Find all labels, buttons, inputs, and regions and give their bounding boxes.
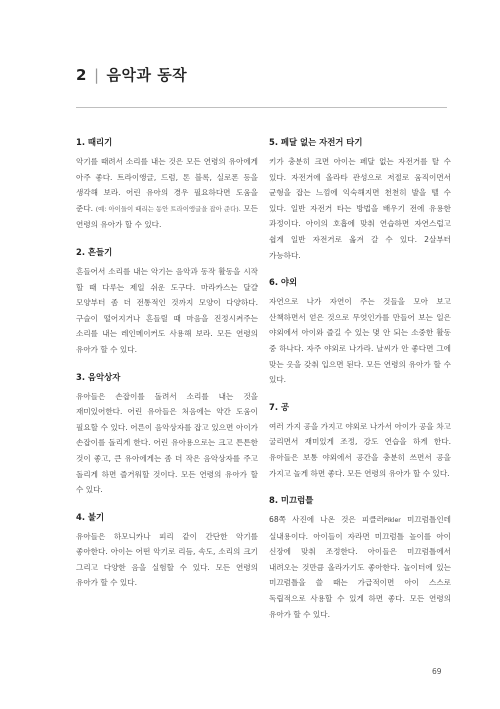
section-body: 유아들은 손잡이를 돌려서 소리를 내는 것을 재미있어한다. 어린 유아들은 처음에는 약간 도움이 필요할 수 있다. 어른이 음악상자를 잡고 있으면 아이가 손잡이를 돌리게 한다. 어린 유아용으로는 크고 튼튼한 것이 좋고, 큰 유아에게는 좀 더 작은 음악상자를 주고 돌리게 하면 즐거워할 것이다. 모든 연령의 유아가 할 수 있다.: [76, 391, 258, 495]
section-text-before: 68쪽 사진에 나온 것은 피클러: [269, 515, 384, 525]
section-heading: 5. 페달 없는 자전거 타기: [269, 137, 363, 147]
section-outdoors: [269, 276, 451, 388]
section-inline-term: Pikler: [383, 517, 401, 525]
section-body: [76, 154, 258, 233]
chapter-name: 음악과 동작: [106, 66, 188, 84]
section-hitting: [76, 136, 258, 233]
section-heading: 2. 흔들기: [76, 246, 113, 257]
section-ball: [269, 401, 451, 481]
chapter-separator: |: [93, 66, 100, 84]
section-heading: 7. 공: [269, 401, 290, 412]
section-heading: 4. 불기: [76, 511, 105, 522]
section-body: 흔들어서 소리를 내는 악기는 음악과 동작 활동을 시작 할 때 다루는 제일 쉬운 도구다. 마라카스는 달걀 모양부터 좀 더 전통적인 것까지 모양이 다양하다. 구슬이 떨어지거나 흔들릴 때 마음을 진정시켜주는 소리를 내는 레인메이커도 사용해 보라. 모든 연령의 유아가 할 수 있다.: [76, 266, 258, 354]
section-slide: [269, 494, 451, 622]
section-body: [269, 512, 451, 622]
section-heading: 8. 미끄럼틀: [269, 495, 314, 506]
section-blowing: [76, 511, 258, 591]
chapter-title: [76, 64, 187, 85]
header-divider: [76, 107, 447, 108]
section-heading: 6. 야외: [269, 277, 298, 288]
section-note: (예: 아이들이 때리는 동안 트라이앵글을 잡아 준다).: [95, 204, 241, 213]
section-text: 미끄럼틀인데 실내용이다. 아이들이 자라면 미끄럼틀 높이를 아이 신장에 맞춰 조정한다. 아이들은 미끄럼틀에서 내려오는 것만큼 올라가기도 좋아한다. 놀이터에 있는 미끄럼틀을 쓸 때는 가급적이면 아이 스스로 독립적으로 사용할 수 있게 하면 좋다. 모든 연령의 유아가 할 수 있다.: [269, 515, 451, 619]
section-text: 악기를 때려서 소리를 내는 것은 모든 연령의 유아에게 아주 좋다. 트라이앵글, 드럼, 톤 블록, 실로폰 등을 생각해 보라. 어린 유아의 경우 필요하다면 도움을 준다.: [76, 157, 258, 213]
section-shaking: [76, 246, 258, 358]
right-column: [269, 136, 451, 635]
chapter-number: 2: [76, 66, 87, 84]
section-text-after: 모든 연령의 유아가 할 수 있다.: [76, 203, 259, 230]
section-body: 키가 충분히 크면 아이는 페달 없는 자전거를 탈 수 있다. 자전거에 올라타 관성으로 저절로 움직이면서 균형을 잡는 느낌에 익숙해지면 천천히 발을 뗄 수 있다. 일반 자전거 타는 방법을 배우기 전에 유용한 과정이다. 아이의 호흡에 맞춰 연습하면 자연스럽고 쉽게 일반 자전거로 옮겨 갈 수 있다. 2살부터 가능하다.: [269, 157, 451, 260]
section-body: 자연으로 나가 자연이 주는 것들을 모아 보고 산책하면서 얻은 것으로 무엇인가를 만들어 보는 일은 야외에서 아이와 즐길 수 있는 몇 안 되는 소중한 활동 중 하나다. 자주 야외로 나가라. 날씨가 안 좋다면 그에 맞는 옷을 갖춰 입으면 된다. 모든 연령의 유아가 할 수 있다.: [269, 297, 451, 385]
section-body: 유아들은 하모니카나 피리 같이 간단한 악기를 좋아한다. 아이는 어떤 악기로 리듬, 속도, 소리의 크기 그리고 다양한 음을 실험할 수 있다. 모든 연령의 유아가 할 수 있다.: [76, 531, 258, 588]
section-heading: 1. 때리기: [76, 137, 113, 147]
section-balance-bike: [269, 136, 451, 263]
section-music-box: [76, 371, 258, 498]
section-body: 여러 가지 공을 가지고 야외로 나가서 아이가 공을 차고 굴리면서 재미있게 조정, 강도 연습을 하게 한다. 유아들은 보통 야외에서 공간을 충분히 쓰면서 공을 가지고 놀게 하면 좋다. 모든 연령의 유아가 할 수 있다.: [269, 421, 451, 478]
left-column: [76, 136, 258, 604]
page-number: 69: [432, 667, 442, 676]
section-heading: 3. 음악상자: [76, 371, 121, 382]
